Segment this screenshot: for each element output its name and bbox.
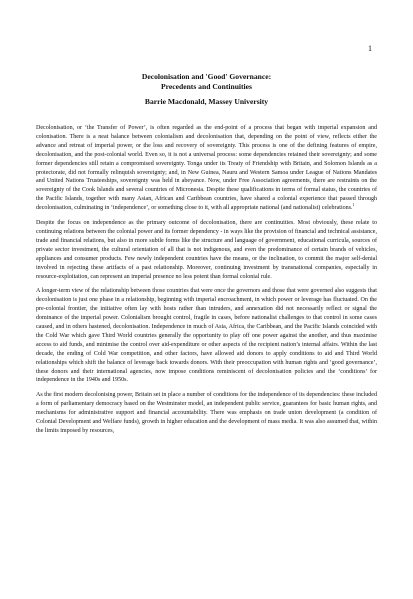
- body-text: [36, 124, 377, 442]
- paragraph-2: Despite the focus on independence as the primary outcome of decolonisation, there are continuities. Most obviously, these relate to continuing relations between the colonial power and its former dependency - in ways like the provision of financial and technical assistance, trade and financial relations, but also in more subtle forms like the structure and language of government, educational curricula, sources of private sector investment, the cultural orientation of all that is not indigenous, and even the predominance of certain brands of vehicles, appliances and consumer products. Few newly independent countries have the means, or the inclination, to commit the major self-denial involved in rejecting these artifacts of a past relationship. Moreover, continuing investment by transnational companies, especially in resource-exploitation, can represent an imperial presence no less potent than formal colonial rule.: [36, 220, 377, 280]
- paragraph-1-text: Decolonisation, or ‘the Transfer of Power’, is often regarded as the end-point of a process that began with imperial expansion and colonisation. There is a neat balance between colonialism and decolonisation that, depending on the point of view, reflects either the advance and retreat of imperial power, or the loss and recovery of sovereignty. This process is one of the defining features of empire, decolonisation, and the post-colonial world. Even so, it is not a universal process: some dependencies retained their sovereignty; and some former dependencies still retain a compromised sovereignty. Tonga under its Treaty of Friendship with Britain, and Solomon Islands as a protectorate, did not formally relinquish sovereignty; and, in New Guinea, Nauru and Western Samoa under League of Nations Mandates and United Nations Trusteeships, sovereignty was held in abeyance. Now, under Free Association agreements, there are restraints on the sovereignty of the Cook Islands and several countries of Micronesia. Despite these qualifications in terms of formal status, the countries of the Pacific Islands, together with many Asian, African and Caribbean countries, have shared a colonial experience that passed through decolonisation, culminating in ‘independence’, or something close to it, with all appropriate national (and nationalist) celebrations.: [36, 125, 377, 212]
- document-title: [36, 72, 377, 92]
- paragraph-4: As the first modern decolonising power, Britain set in place a number of conditions for the independence of its dependencies: these included a form of parliamentary democracy based on the Westminster model, an independent public service, guarantees for basic human rights, and mechanisms for administrative support and financial accountability. There was emphasis on trade union development (a condition of Colonial Development and Welfare funds), growth in higher education and the development of mass media. It was also assumed that, within the limits imposed by resources,: [36, 392, 377, 434]
- footnote-marker: 1: [352, 202, 355, 208]
- paragraph-3: A longer-term view of the relationship between those countries that were once the governors and those that were governed also suggests that decolonisation is just one phase in a relationship, beginning with imperial encroachment, in which power or leverage has fluctuated. On the pre-colonial frontier, the initiative often lay with hosts rather than intruders, and annexation did not necessarily reflect or signal the dominance of the imperial power. Colonialism brought control, fragile in cases, before nationalist challenges to that control in some cases caused, and in others hastened, decolonisation. Independence in much of Asia, Africa, the Caribbean, and the Pacific Islands coincided with the Cold War which gave Third World countries generally the opportunity to play off one power against the another, and thus maximise access to aid funds, and minimise the control over aid-expenditure or other aspects of the recipient nation’s internal affairs. Within the last decade, the ending of Cold War competition, and other factors, have allowed aid donors to apply conditions to aid and Third World relationships which shift the balance of leverage back towards donors. With their preoccupation with human rights and ‘good governance’, these donors and their international agencies, now impose conditions reminiscent of decolonisation policies and the ‘conditions’ for independence in the 1940s and 1950s.: [36, 288, 377, 384]
- title-line-2: Precedents and Continuities: [161, 82, 252, 91]
- title-line-1: Decolonisation and 'Good' Governance:: [141, 72, 272, 81]
- paragraph-1: [36, 124, 377, 213]
- page-number: 1: [368, 44, 372, 53]
- author-line: Barrie Macdonald, Massey University: [144, 97, 269, 106]
